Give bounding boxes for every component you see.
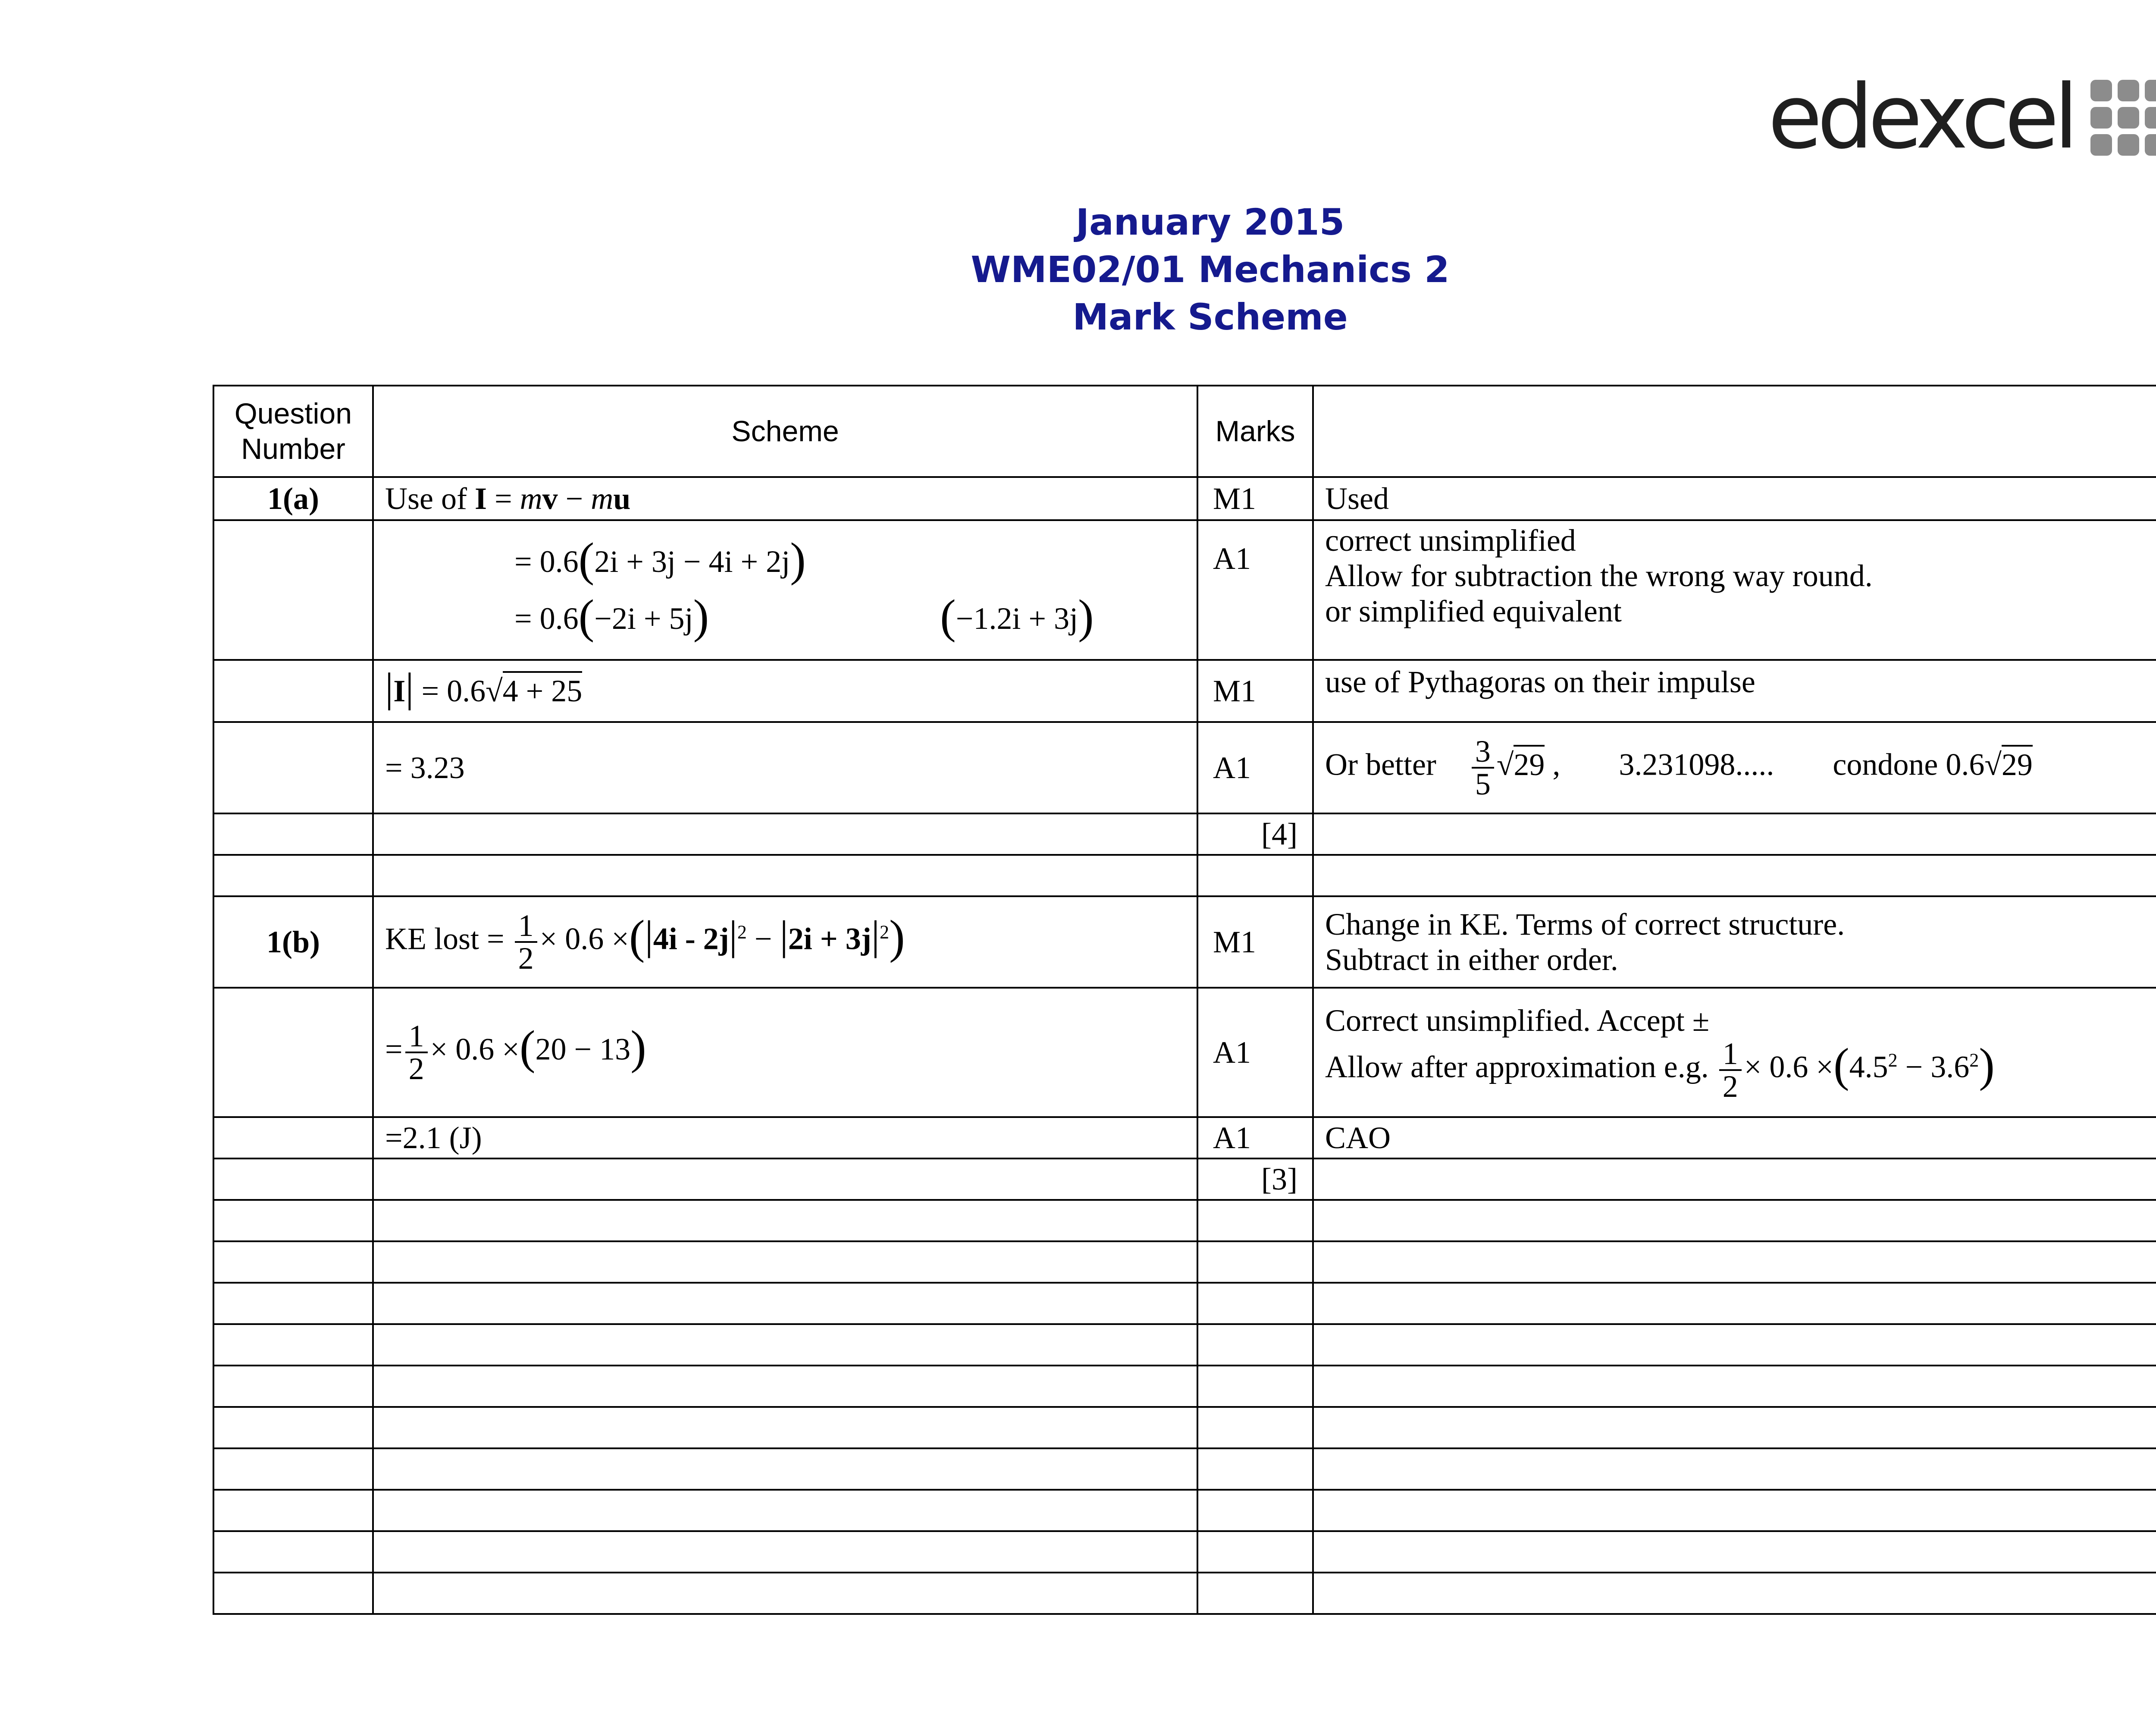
document-title xyxy=(0,198,2156,341)
mark-cell: A1 xyxy=(1197,722,1313,813)
note-cell: Or better $\frac{3}{5}$ √29 , 3.231098..... condone 0.6√29 xyxy=(1313,722,2156,813)
table-row xyxy=(213,1158,2156,1200)
table-row xyxy=(213,855,2156,896)
scheme-expression: 2i + 3j − 4i + 2j xyxy=(594,544,790,579)
note-cell: Correct unsimplified. Accept ± Allow after approximation e.g. $\frac{1}{2}$ × $0.6 \times(4.5^2 - 3.6^2)$ xyxy=(1313,988,2156,1117)
table-row xyxy=(213,520,2156,660)
alternative-answer: −1.2i + 3j xyxy=(956,601,1078,636)
logo-dot-grid-icon xyxy=(2090,80,2156,156)
empty-row xyxy=(213,1200,2156,1241)
header-scheme: Scheme xyxy=(373,386,1197,477)
scheme-cell: KE lost = $\frac{1}{2}$ × $0.6 \times(|4i - 2j|^2 - |2i + 3j|^2)$ xyxy=(373,896,1197,988)
table-row xyxy=(213,660,2156,722)
mark-cell: A1 xyxy=(1197,1117,1313,1158)
fraction: $\frac{1}{2}$ xyxy=(1719,1038,1742,1102)
empty-row xyxy=(213,1241,2156,1283)
note-cell: CAO xyxy=(1313,1117,2156,1158)
question-number: 1(b) xyxy=(213,896,373,988)
mark-cell: M1 xyxy=(1197,896,1313,988)
decimal-value: 3.231098..... xyxy=(1619,747,1774,782)
note-cell: use of Pythagoras on their impulse xyxy=(1313,660,2156,722)
empty-row xyxy=(213,1531,2156,1573)
note-cell: correct unsimplified Allow for subtraction the wrong way round. or simplified equivalent xyxy=(1313,520,2156,660)
scheme-cell: = 3.23 xyxy=(373,722,1197,813)
empty-row xyxy=(213,1573,2156,1614)
scheme-text: Use of xyxy=(385,481,475,516)
table-row xyxy=(213,722,2156,813)
scheme-cell: Use of I = mv − mu xyxy=(373,477,1197,520)
question-number: 1(a) xyxy=(213,477,373,520)
table-row xyxy=(213,1117,2156,1158)
table-row xyxy=(213,896,2156,988)
edexcel-logo xyxy=(1768,66,2156,169)
total-marks: [3] xyxy=(1197,1158,1313,1200)
title-doc-type: Mark Scheme xyxy=(1072,296,1348,338)
table-row xyxy=(213,813,2156,855)
header-marks: Marks xyxy=(1197,386,1313,477)
empty-row xyxy=(213,1283,2156,1324)
empty-row xyxy=(213,1407,2156,1448)
mark-cell: M1 xyxy=(1197,477,1313,520)
note-cell: Change in KE. Terms of correct structure. Subtract in either order. xyxy=(1313,896,2156,988)
mark-cell: M1 xyxy=(1197,660,1313,722)
empty-row xyxy=(213,1366,2156,1407)
table-row xyxy=(213,988,2156,1117)
scheme-cell: |I| = 0.6√4 + 25 xyxy=(373,660,1197,722)
logo-wordmark: edexcel xyxy=(1768,66,2074,169)
scheme-cell: = $\frac{1}{2}$ × 0.6 ×(20 − 13) xyxy=(373,988,1197,1117)
table-row xyxy=(213,477,2156,520)
header-row xyxy=(213,386,2156,477)
scheme-expression: −2i + 5j xyxy=(594,601,693,636)
scheme-cell: = 0.6(2i + 3j − 4i + 2j) = 0.6(−2i + 5j) (−1.2i + 3j) xyxy=(373,520,1197,660)
vector-expression: 2i + 3j xyxy=(788,921,871,956)
title-date: January 2015 xyxy=(1075,201,1345,243)
radicand: 4 + 25 xyxy=(503,671,583,708)
empty-row xyxy=(213,1448,2156,1490)
mark-cell: A1 xyxy=(1197,988,1313,1117)
header-question-number: Question Number xyxy=(213,386,373,477)
header-notes xyxy=(1313,386,2156,477)
vector-expression: 4i - 2j xyxy=(653,921,729,956)
fraction: $\frac{1}{2}$ xyxy=(515,910,537,974)
mark-scheme-table xyxy=(213,385,2156,1615)
total-marks: [4] xyxy=(1197,813,1313,855)
note-cell: Used xyxy=(1313,477,2156,520)
fraction: $\frac{3}{5}$ xyxy=(1472,736,1494,800)
fraction: $\frac{1}{2}$ xyxy=(405,1020,428,1084)
mark-cell: A1 xyxy=(1197,520,1313,660)
empty-row xyxy=(213,1490,2156,1531)
scheme-cell: =2.1 (J) xyxy=(373,1117,1197,1158)
title-paper: WME02/01 Mechanics 2 xyxy=(971,248,1450,291)
empty-row xyxy=(213,1324,2156,1366)
